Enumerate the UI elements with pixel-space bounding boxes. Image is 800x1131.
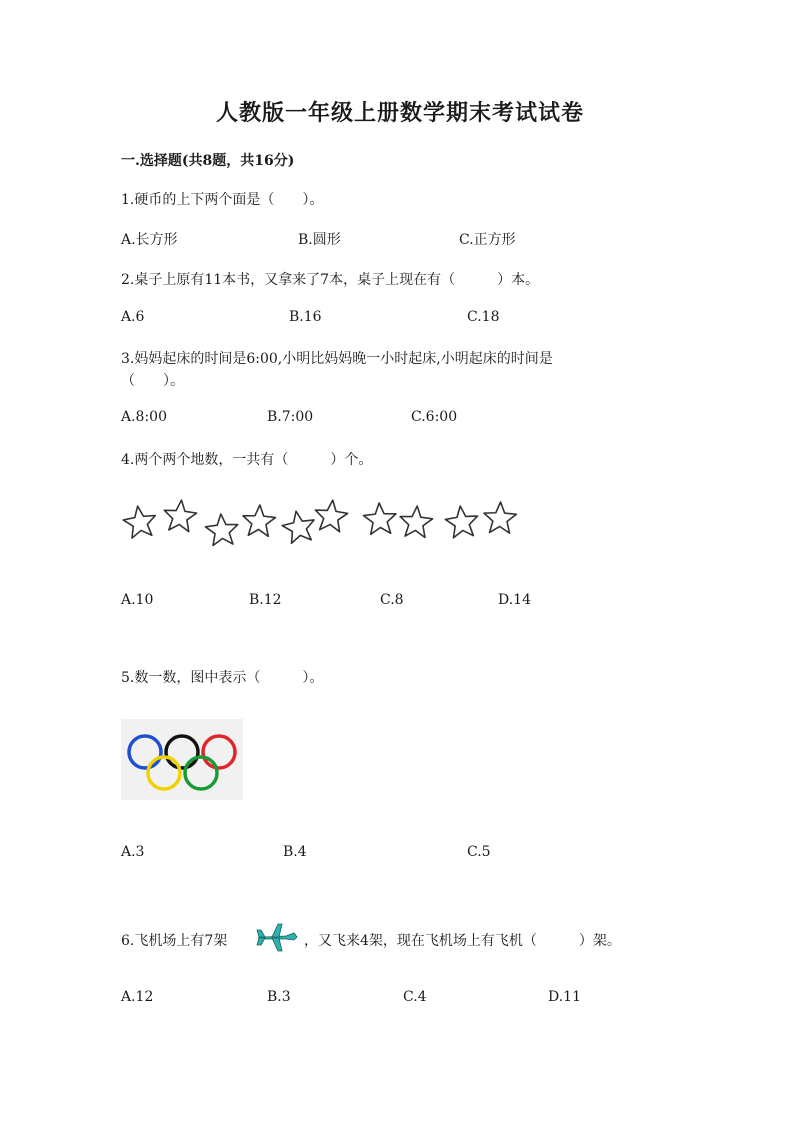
question-3-option-a: A.8:00: [121, 409, 167, 425]
question-1-option-b: B.圆形: [298, 232, 341, 248]
stars-icon: [118, 495, 523, 553]
question-4-option-b: B.12: [249, 592, 282, 608]
question-3-text-line2: （ ）。: [121, 373, 184, 389]
question-3-option-c: C.6:00: [411, 409, 458, 425]
question-2-option-a: A.6: [121, 309, 145, 325]
question-3-option-b: B.7:00: [267, 409, 314, 425]
olympic-ring: [148, 757, 180, 789]
question-4-text: 4.两个两个地数，一共有（ ）个。: [121, 452, 373, 468]
olympic-ring: [185, 757, 217, 789]
star-shape: [313, 498, 348, 532]
olympic-rings-icon: [121, 719, 243, 800]
star-shape: [483, 501, 516, 533]
star-shape: [363, 502, 397, 534]
airplane-part: [272, 924, 282, 937]
question-4-option-a: A.10: [121, 592, 154, 608]
star-shape: [205, 513, 239, 546]
question-5-option-b: B.4: [283, 844, 307, 860]
star-shape: [122, 504, 158, 539]
olympic-ring: [166, 736, 198, 768]
star-shape: [242, 504, 276, 536]
star-shape: [444, 504, 479, 538]
question-5-option-a: A.3: [121, 844, 145, 860]
question-1-option-c: C.正方形: [459, 232, 516, 248]
section-heading: 一.选择题(共8题，共16分): [121, 153, 295, 169]
star-shape: [163, 499, 198, 533]
airplane-icon: [256, 921, 298, 953]
airplane-part: [257, 930, 265, 937]
star-shape: [280, 508, 317, 544]
question-6-text-before: 6.飞机场上有7架: [121, 933, 228, 949]
question-1-text: 1.硬币的上下两个面是（ ）。: [121, 192, 324, 208]
star-shape: [399, 505, 433, 538]
question-6-option-b: B.3: [267, 989, 291, 1005]
olympic-ring: [203, 736, 235, 768]
question-4-option-d: D.14: [498, 592, 531, 608]
page-title: 人教版一年级上册数学期末考试试卷: [215, 100, 584, 126]
question-2-option-b: B.16: [289, 309, 322, 325]
question-6-text-after: ，又飞来4架，现在飞机场上有飞机（ ）架。: [304, 933, 621, 949]
question-5-option-c: C.5: [467, 844, 491, 860]
question-2-option-c: C.18: [467, 309, 500, 325]
question-1-option-a: A.长方形: [121, 232, 178, 248]
question-6-option-a: A.12: [121, 989, 154, 1005]
question-4-option-c: C.8: [380, 592, 404, 608]
question-3-text-line1: 3.妈妈起床的时间是6:00,小明比妈妈晚一小时起床,小明起床的时间是: [121, 351, 553, 367]
question-5-text: 5.数一数，图中表示（ ）。: [121, 670, 324, 686]
airplane-part: [272, 938, 282, 951]
question-2-text: 2.桌子上原有11本书，又拿来了7本，桌子上现在有（ ）本。: [121, 272, 540, 288]
olympic-ring: [129, 736, 161, 768]
question-6-option-c: C.4: [403, 989, 427, 1005]
question-6-option-d: D.11: [548, 989, 581, 1005]
airplane-part: [257, 938, 265, 945]
